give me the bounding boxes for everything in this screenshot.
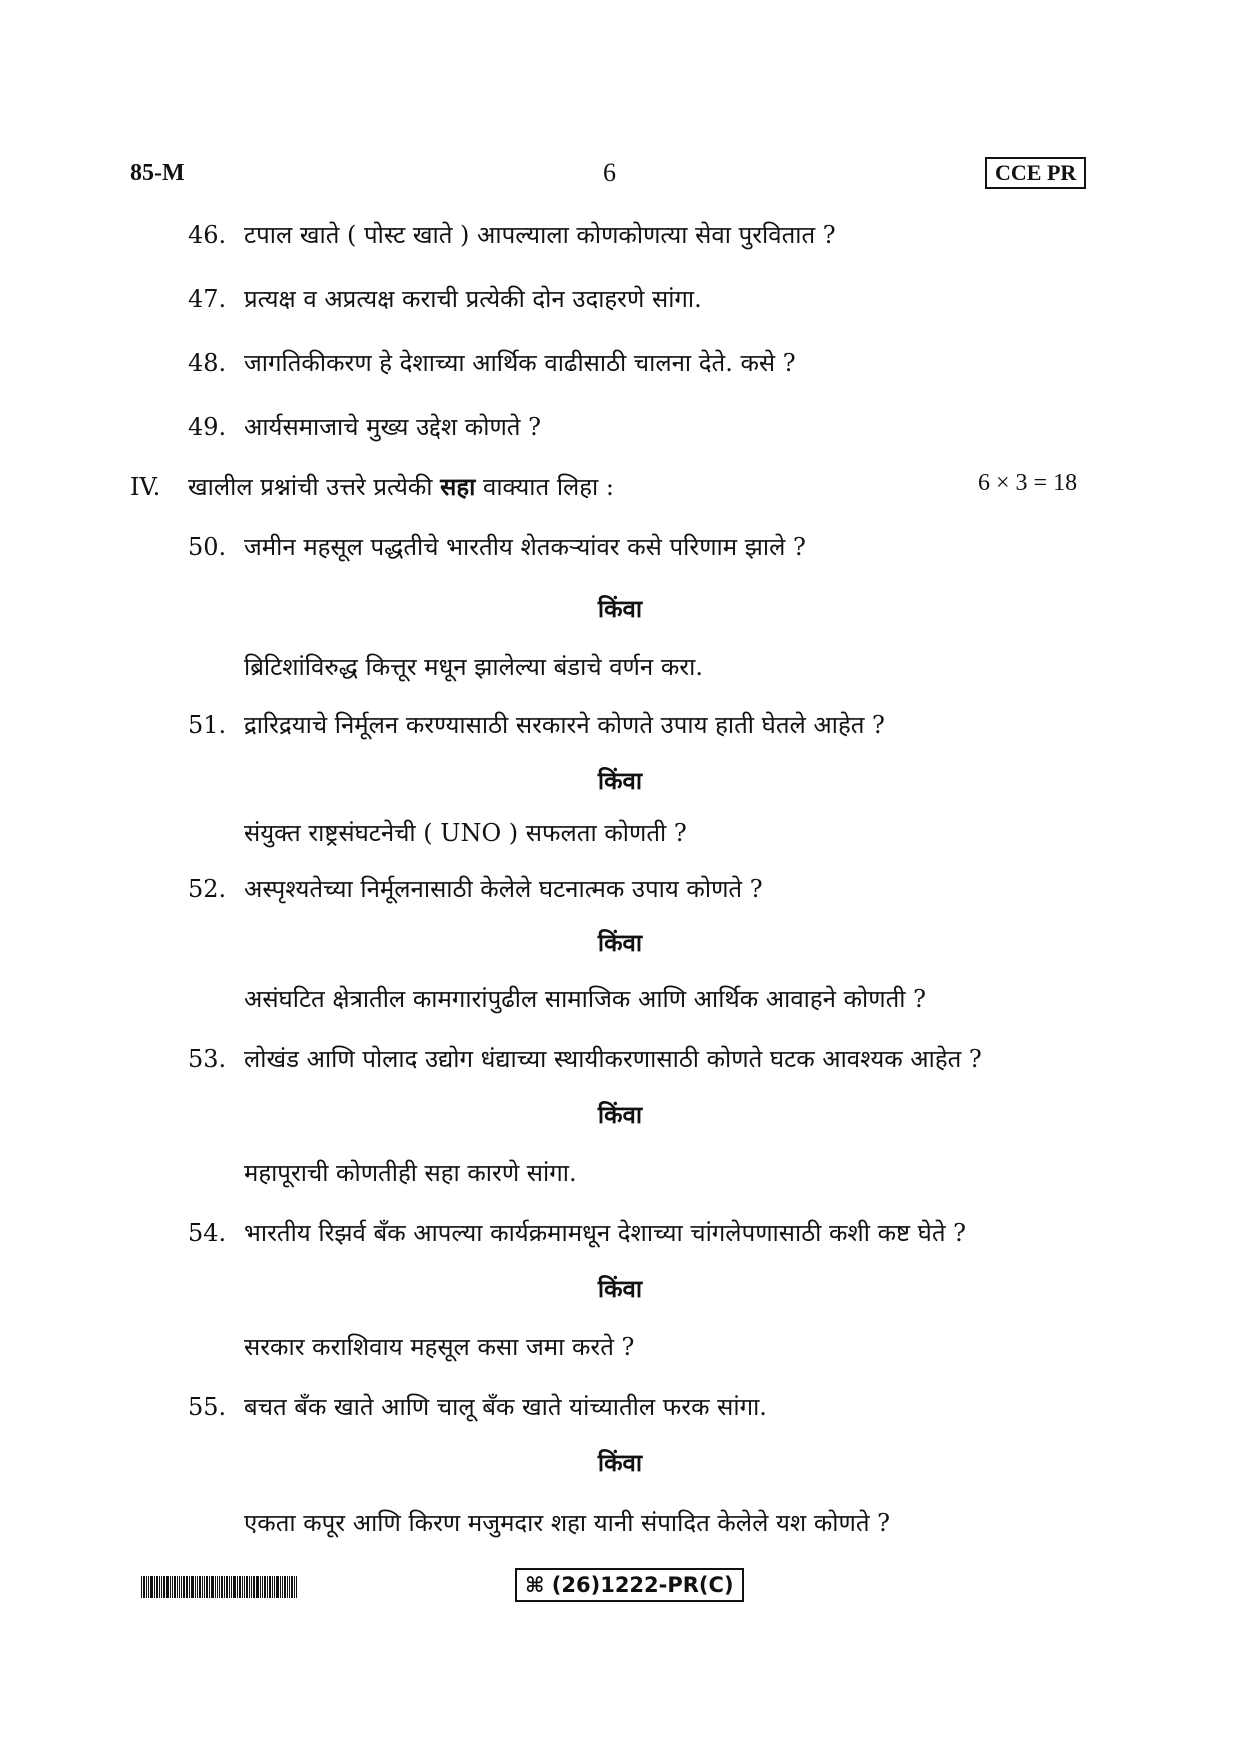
question-53 [188, 1042, 982, 1076]
barcode-bar [166, 1576, 169, 1598]
question-number: 47. [188, 285, 227, 313]
question-48 [188, 346, 796, 380]
barcode-bar [287, 1576, 288, 1598]
question-number: 51. [188, 711, 227, 739]
barcode-bar [272, 1576, 273, 1598]
barcode-bar [219, 1576, 220, 1598]
question-number: 53. [188, 1045, 227, 1073]
question-49 [188, 410, 541, 444]
barcode-bar [183, 1576, 185, 1598]
barcode-bar [163, 1576, 165, 1598]
question-51-alternative: संयुक्त राष्ट्रसंघटनेची ( UNO ) सफलता कोणती ? [244, 819, 687, 847]
barcode-bar [244, 1576, 245, 1598]
barcode [141, 1576, 351, 1598]
barcode-bar [146, 1576, 147, 1598]
paper-code: 85-M [130, 160, 185, 186]
barcode-bar [229, 1576, 230, 1598]
question-text: टपाल खाते ( पोस्ट खाते ) आपल्याला कोणकोणत्या सेवा पुरवितात ? [244, 221, 836, 249]
section-instruction-post: वाक्यात लिहा : [475, 473, 614, 501]
barcode-bar [150, 1576, 153, 1598]
question-50-alternative: ब्रिटिशांविरुद्ध कित्तूर मधून झालेल्या बंडाचे वर्णन करा. [244, 653, 703, 681]
barcode-bar [246, 1576, 248, 1598]
question-number: 52. [188, 875, 227, 903]
or-label: किंवा [597, 594, 643, 623]
barcode-bar [177, 1576, 178, 1598]
question-text: आर्यसमाजाचे मुख्य उद्देश कोणते ? [244, 413, 541, 441]
barcode-bar [274, 1576, 275, 1598]
barcode-bar [179, 1576, 180, 1598]
barcode-bar [206, 1576, 208, 1598]
barcode-bar [191, 1576, 194, 1598]
barcode-bar [267, 1576, 268, 1598]
question-text: बचत बँक खाते आणि चालू बँक खाते यांच्यातील फरक सांगा. [244, 1393, 767, 1421]
barcode-bar [197, 1576, 198, 1598]
barcode-bar [231, 1576, 232, 1598]
barcode-bar [211, 1576, 214, 1598]
question-text: अस्पृश्यतेच्या निर्मूलनासाठी केलेले घटनात्मक उपाय कोणते ? [244, 875, 763, 903]
or-label: किंवा [597, 1274, 643, 1303]
barcode-bar [269, 1576, 271, 1598]
barcode-bar [256, 1576, 259, 1598]
question-51 [188, 708, 885, 742]
question-52 [188, 872, 763, 906]
footer-paper-code: ⌘ (26)1222-PR(C) [515, 1568, 744, 1602]
barcode-bar [239, 1576, 241, 1598]
question-54 [188, 1216, 966, 1250]
barcode-bar [189, 1576, 190, 1598]
question-52-alternative: असंघटित क्षेत्रातील कामगारांपुढील सामाजिक आणि आर्थिक आवाहने कोणती ? [244, 985, 926, 1013]
barcode-bar [296, 1576, 297, 1598]
barcode-bar [141, 1576, 142, 1598]
question-number: 50. [188, 533, 227, 561]
question-50 [188, 530, 806, 564]
barcode-bar [154, 1576, 155, 1598]
barcode-bar [170, 1576, 171, 1598]
barcode-bar [172, 1576, 173, 1598]
barcode-bar [237, 1576, 238, 1598]
barcode-bar [224, 1576, 225, 1598]
question-number: 54. [188, 1219, 227, 1247]
barcode-bar [294, 1576, 295, 1598]
question-number: 55. [188, 1393, 227, 1421]
barcode-bar [156, 1576, 158, 1598]
barcode-bar [226, 1576, 228, 1598]
question-text: जमीन महसूल पद्धतीचे भारतीय शेतकऱ्यांवर कसे परिणाम झाले ? [244, 533, 806, 561]
barcode-bar [264, 1576, 266, 1598]
barcode-bar [204, 1576, 205, 1598]
barcode-bar [159, 1576, 160, 1598]
page-number: 6 [603, 158, 616, 187]
barcode-bar [253, 1576, 255, 1598]
barcode-bar [181, 1576, 182, 1598]
barcode-bar [251, 1576, 252, 1598]
question-number: 49. [188, 413, 227, 441]
barcode-bar [217, 1576, 218, 1598]
question-text: जागतिकीकरण हे देशाच्या आर्थिक वाढीसाठी चालना देते. कसे ? [244, 349, 796, 377]
question-text: भारतीय रिझर्व बँक आपल्या कार्यक्रमामधून देशाच्या चांगलेपणासाठी कशी कष्ट घेते ? [244, 1219, 967, 1247]
barcode-bar [242, 1576, 243, 1598]
barcode-bar [280, 1576, 281, 1598]
barcode-bar [195, 1576, 196, 1598]
barcode-bar [289, 1576, 290, 1598]
question-47 [188, 282, 702, 316]
barcode-bar [202, 1576, 203, 1598]
barcode-bar [233, 1576, 236, 1598]
barcode-bar [143, 1576, 145, 1598]
barcode-bar [209, 1576, 210, 1598]
question-text: द्रारिद्रयाचे निर्मूलन करण्यासाठी सरकारने कोणते उपाय हाती घेतले आहेत ? [244, 711, 885, 739]
or-label: किंवा [597, 928, 643, 957]
barcode-bar [174, 1576, 176, 1598]
question-55 [188, 1390, 767, 1424]
barcode-bar [282, 1576, 283, 1598]
barcode-bar [260, 1576, 261, 1598]
question-55-alternative: एकता कपूर आणि किरण मजुमदार शहा यानी संपादित केलेले यश कोणते ? [244, 1509, 891, 1537]
barcode-bar [215, 1576, 216, 1598]
question-text: लोखंड आणि पोलाद उद्योग धंद्याच्या स्थायीकरणासाठी कोणते घटक आवश्यक आहेत ? [244, 1045, 982, 1073]
barcode-bar [291, 1576, 293, 1598]
barcode-bar [199, 1576, 201, 1598]
question-number: 46. [188, 221, 227, 249]
section-heading [130, 470, 614, 504]
barcode-bar [186, 1576, 188, 1598]
cce-pr-tag: CCE PR [985, 157, 1086, 189]
barcode-bar [276, 1576, 279, 1598]
question-text: प्रत्यक्ष व अप्रत्यक्ष कराची प्रत्येकी दोन उदाहरणे सांगा. [244, 285, 702, 313]
question-54-alternative: सरकार कराशिवाय महसूल कसा जमा करते ? [244, 1333, 635, 1361]
barcode-bar [148, 1576, 149, 1598]
or-label: किंवा [597, 1100, 643, 1129]
or-label: किंवा [597, 1448, 643, 1477]
section-instruction-bold: सहा [440, 472, 476, 501]
section-label: IV. [130, 473, 161, 501]
question-46 [188, 218, 836, 252]
section-instruction-pre: खालील प्रश्नांची उत्तरे प्रत्येकी [188, 473, 441, 501]
barcode-bar [221, 1576, 223, 1598]
barcode-bar [262, 1576, 263, 1598]
question-number: 48. [188, 349, 227, 377]
barcode-bar [161, 1576, 162, 1598]
barcode-bar [284, 1576, 286, 1598]
question-53-alternative: महापूराची कोणतीही सहा कारणे सांगा. [244, 1159, 577, 1187]
barcode-bar [249, 1576, 250, 1598]
or-label: किंवा [597, 766, 643, 795]
section-marks: 6 × 3 = 18 [978, 470, 1078, 496]
